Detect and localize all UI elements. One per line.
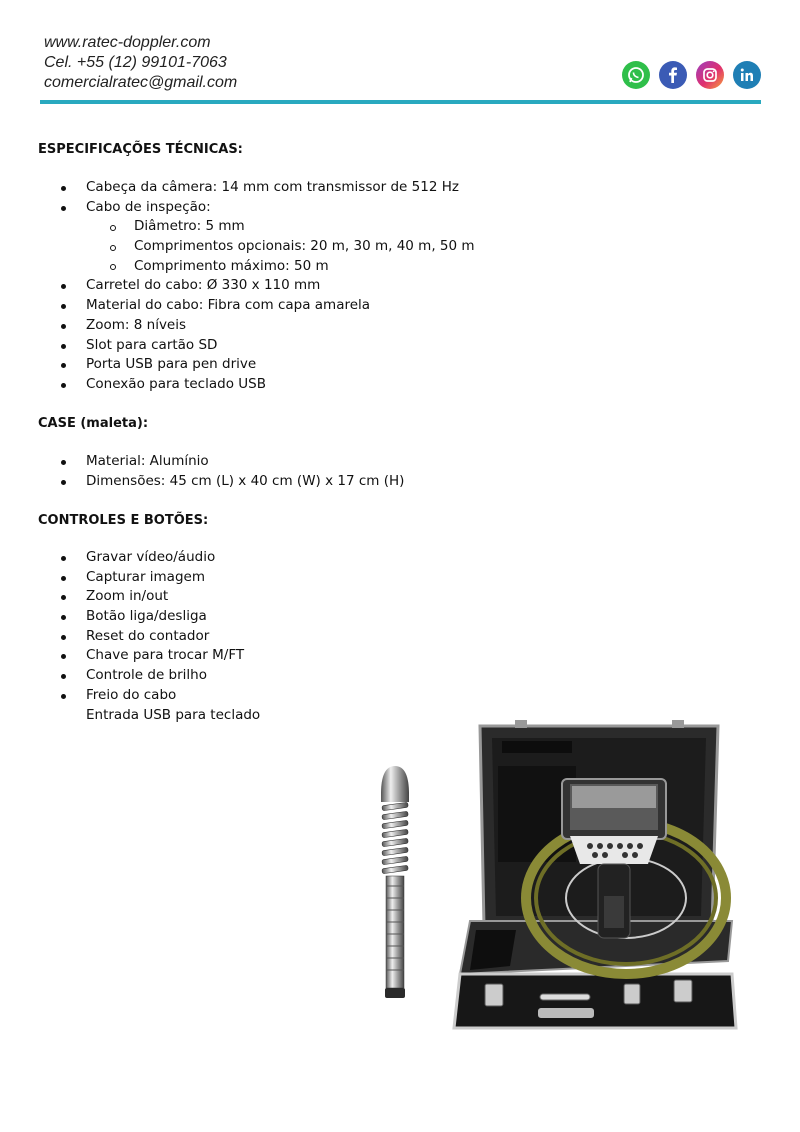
specs-heading: ESPECIFICAÇÕES TÉCNICAS:: [38, 142, 243, 157]
controls-list: [60, 548, 260, 725]
inspection-kit-image: [440, 716, 740, 1034]
linkedin-icon[interactable]: [733, 61, 761, 89]
phone-number: Cel. +55 (12) 99101-7063: [44, 54, 227, 71]
list-item: Slot para cartão SD: [60, 336, 475, 356]
list-item: Porta USB para pen drive: [60, 355, 475, 375]
header-divider: [40, 100, 761, 104]
camera-head-image: [375, 764, 415, 1000]
list-item: Freio do cabo: [60, 686, 260, 706]
list-item: Cabo de inspeção:: [60, 198, 475, 218]
whatsapp-icon[interactable]: [622, 61, 650, 89]
list-item: Zoom: 8 níveis: [60, 316, 475, 336]
facebook-icon[interactable]: [659, 61, 687, 89]
list-item: Material do cabo: Fibra com capa amarela: [60, 296, 475, 316]
social-icons: [622, 61, 761, 89]
sub-list-item: Comprimentos opcionais: 20 m, 30 m, 40 m, 50 m: [60, 237, 475, 257]
website-link[interactable]: www.ratec-doppler.com: [44, 34, 211, 51]
list-item: Dimensões: 45 cm (L) x 40 cm (W) x 17 cm (H): [60, 472, 404, 492]
list-item: Zoom in/out: [60, 587, 260, 607]
case-heading: CASE (maleta):: [38, 416, 149, 431]
specs-list: [60, 178, 475, 395]
contact-block: [44, 33, 237, 93]
list-item: Cabeça da câmera: 14 mm com transmissor de 512 Hz: [60, 178, 475, 198]
list-item: Controle de brilho: [60, 666, 260, 686]
list-item: Botão liga/desliga: [60, 607, 260, 627]
list-item: Conexão para teclado USB: [60, 375, 475, 395]
list-item: Entrada USB para teclado: [86, 706, 261, 723]
sub-list-item: Diâmetro: 5 mm: [60, 217, 475, 237]
instagram-icon[interactable]: [696, 61, 724, 89]
case-list: [60, 452, 404, 491]
list-item: Material: Alumínio: [60, 452, 404, 472]
controls-heading: CONTROLES E BOTÕES:: [38, 513, 209, 528]
list-item: Gravar vídeo/áudio: [60, 548, 260, 568]
list-item: Reset do contador: [60, 627, 260, 647]
list-item: Capturar imagem: [60, 568, 260, 588]
list-item: Carretel do cabo: Ø 330 x 110 mm: [60, 276, 475, 296]
email-link[interactable]: comercialratec@gmail.com: [44, 74, 238, 91]
sub-list-item: Comprimento máximo: 50 m: [60, 257, 475, 277]
list-item: Chave para trocar M/FT: [60, 646, 260, 666]
